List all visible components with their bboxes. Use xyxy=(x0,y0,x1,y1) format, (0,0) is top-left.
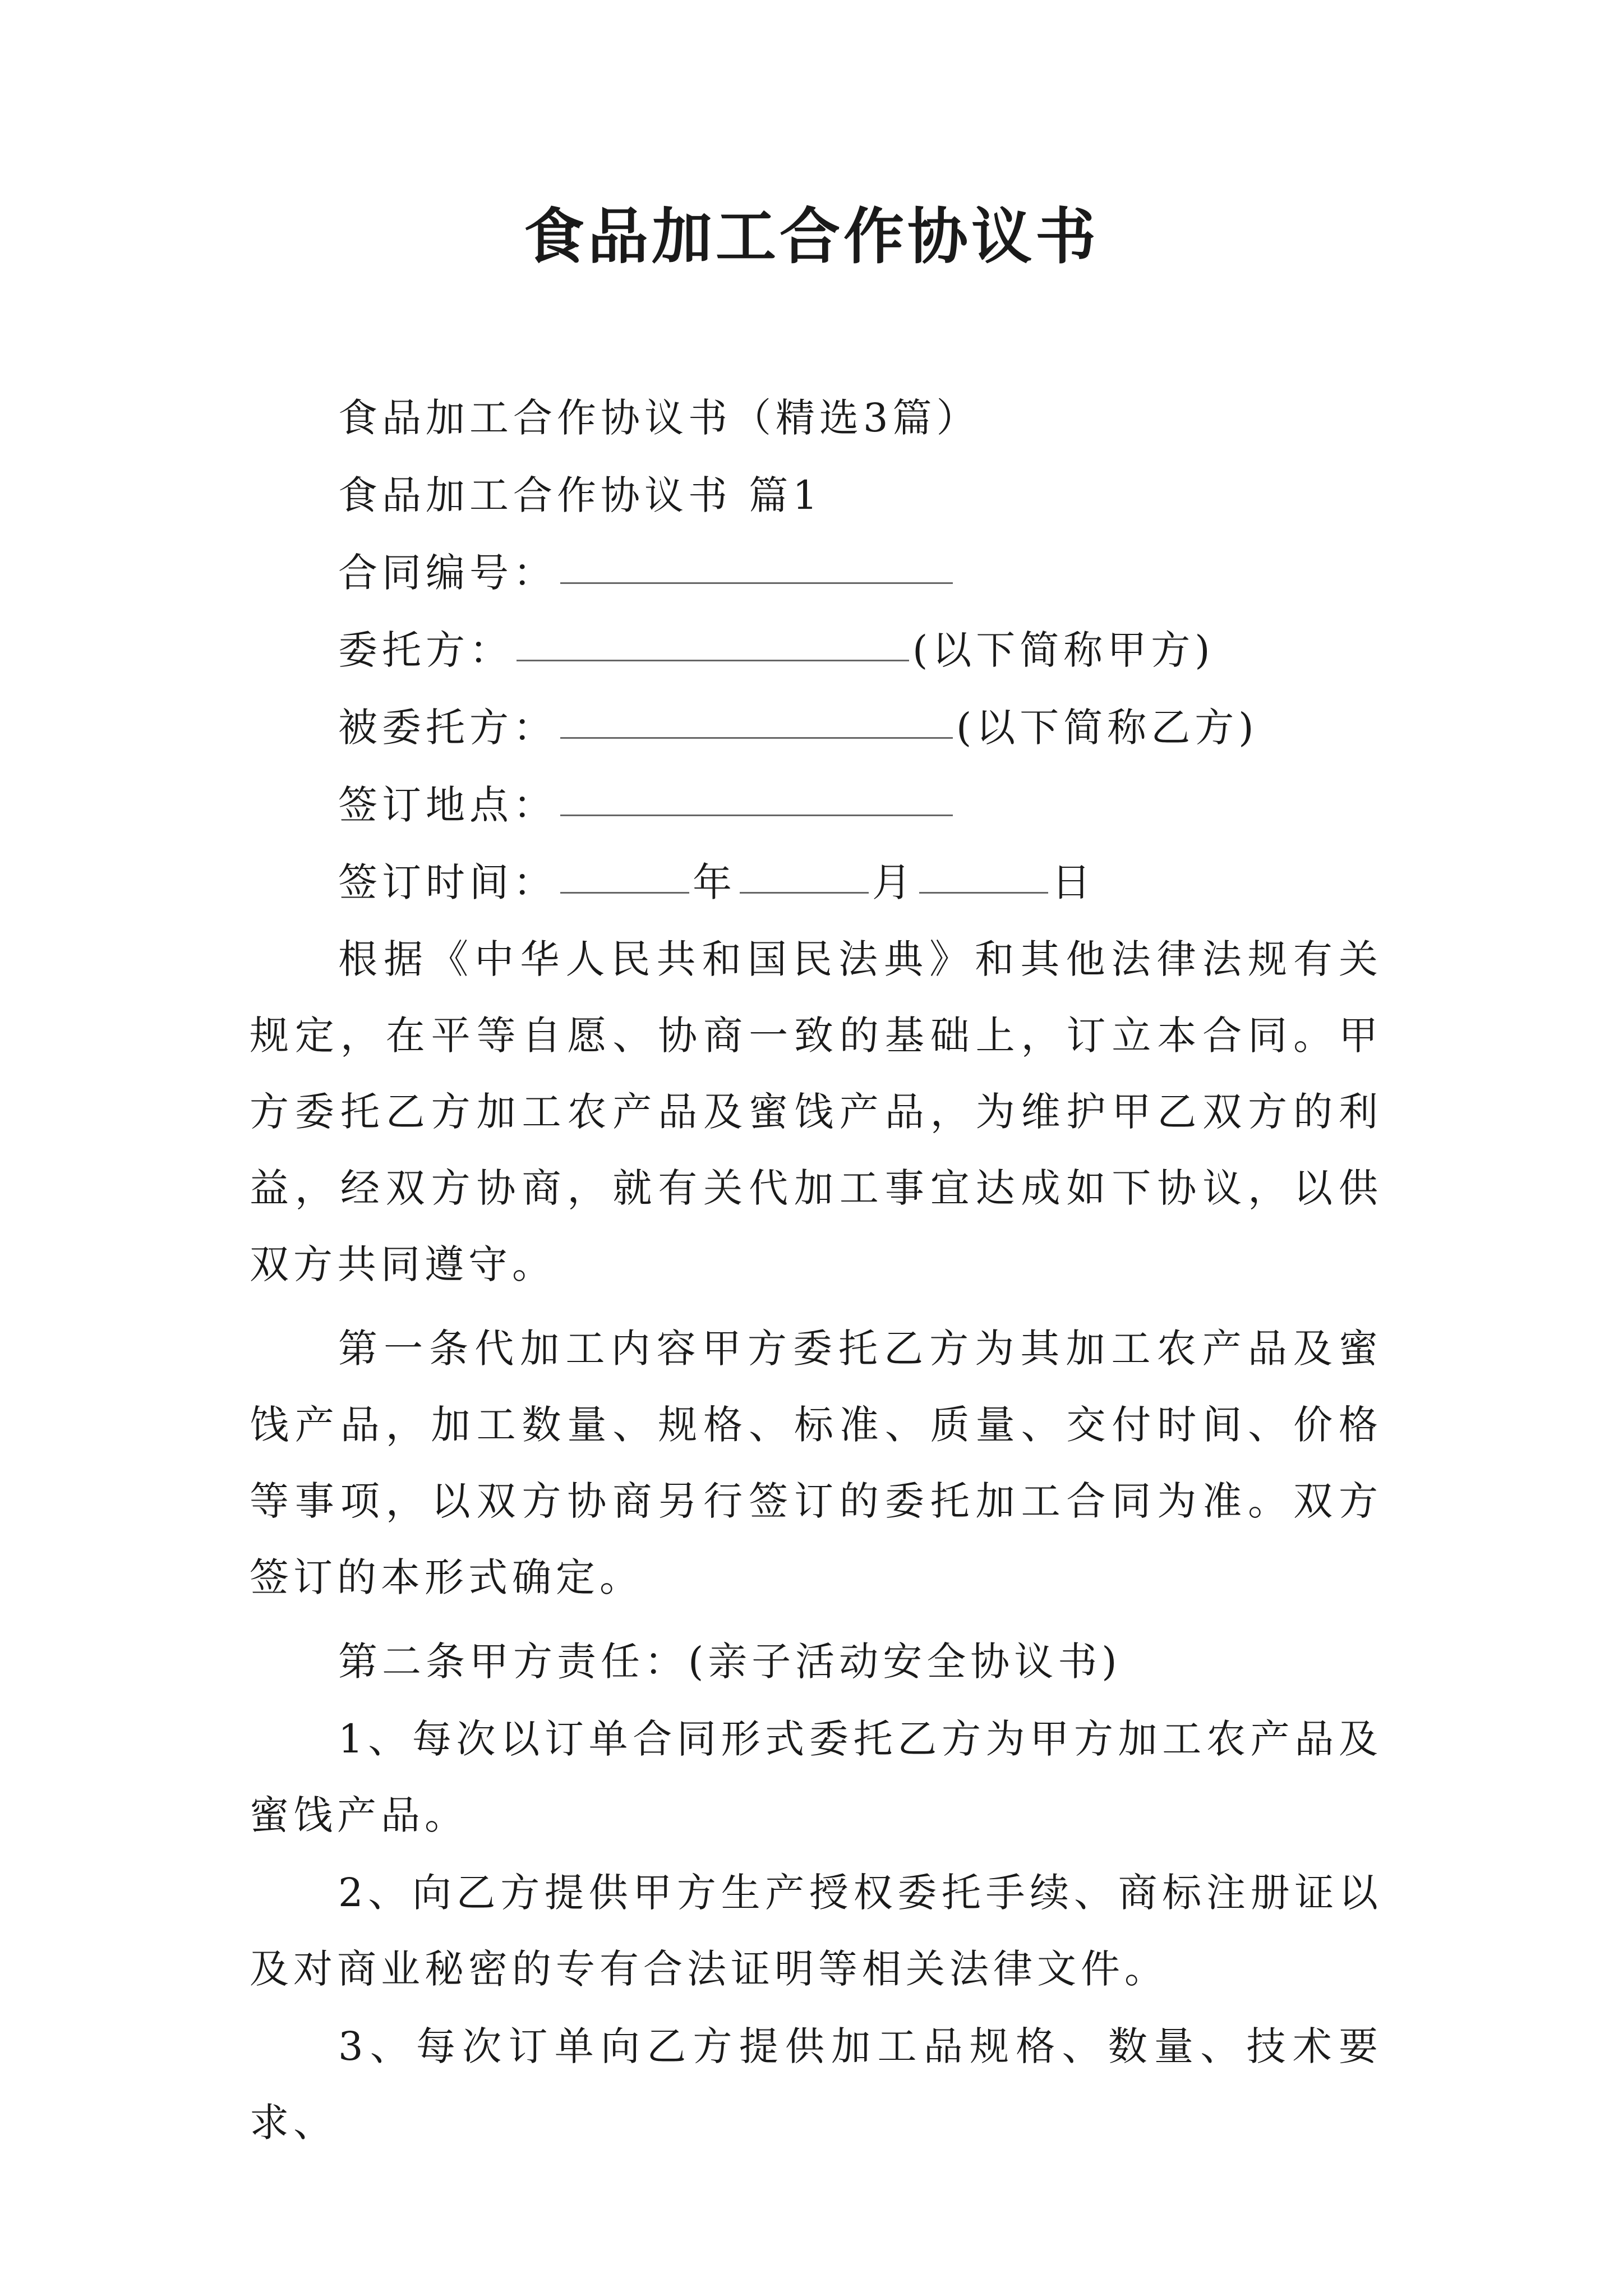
year-blank xyxy=(560,853,689,894)
document-body xyxy=(250,379,1382,2161)
contractor-field xyxy=(250,689,1382,766)
year-label: 年 xyxy=(693,859,736,905)
client-label: 委托方： xyxy=(338,627,513,673)
contract-number-blank xyxy=(560,543,953,584)
day-blank xyxy=(919,853,1048,894)
contract-number-field xyxy=(250,534,1382,611)
signing-date-label: 签订时间： xyxy=(338,859,557,905)
contractor-blank xyxy=(560,698,953,739)
signing-place-field xyxy=(250,766,1382,844)
body-paragraph-5: 2、向乙方提供甲方生产授权委托手续、商标注册证以及对商业秘密的专有合法证明等相关法律文件。 xyxy=(250,1870,1382,1992)
contract-number-label: 合同编号： xyxy=(338,550,557,596)
month-blank xyxy=(740,853,869,894)
document-subtitle: 食品加工合作协议书（精选3篇） xyxy=(338,395,980,441)
client-field xyxy=(250,611,1382,689)
signing-place-label: 签订地点： xyxy=(338,782,557,828)
client-blank xyxy=(517,620,909,661)
client-suffix: (以下简称甲方) xyxy=(912,627,1215,673)
contractor-label: 被委托方： xyxy=(338,705,557,751)
month-label: 月 xyxy=(872,859,916,905)
body-paragraph-4: 1、每次以订单合同形式委托乙方为甲方加工农产品及蜜饯产品。 xyxy=(250,1716,1382,1838)
signing-place-blank xyxy=(560,775,953,816)
day-label: 日 xyxy=(1052,859,1095,905)
body-paragraph-6: 3、每次订单向乙方提供加工品规格、数量、技术要求、 xyxy=(250,2023,1382,2146)
document-title: 食品加工合作协议书 xyxy=(523,201,1099,272)
body-paragraph-2: 第一条代加工内容甲方委托乙方为其加工农产品及蜜饯产品，加工数量、规格、标准、质量、交付时间、价格等事项，以双方协商另行签订的委托加工合同为准。双方签订的本形式确定。 xyxy=(250,1326,1382,1600)
signing-date-field xyxy=(250,844,1382,921)
contractor-suffix: (以下简称乙方) xyxy=(956,705,1258,751)
body-paragraph-1: 根据《中华人民共和国民法典》和其他法律法规有关规定，在平等自愿、协商一致的基础上，订立本合同。甲方委托乙方加工农产品及蜜饯产品，为维护甲乙双方的利益，经双方协商，就有关代加工事宜达成如下协议，以供双方共同遵守。 xyxy=(250,936,1382,1287)
article-heading: 食品加工合作协议书 篇1 xyxy=(338,472,822,518)
body-paragraph-3: 第二条甲方责任：(亲子活动安全协议书) xyxy=(338,1639,1122,1685)
